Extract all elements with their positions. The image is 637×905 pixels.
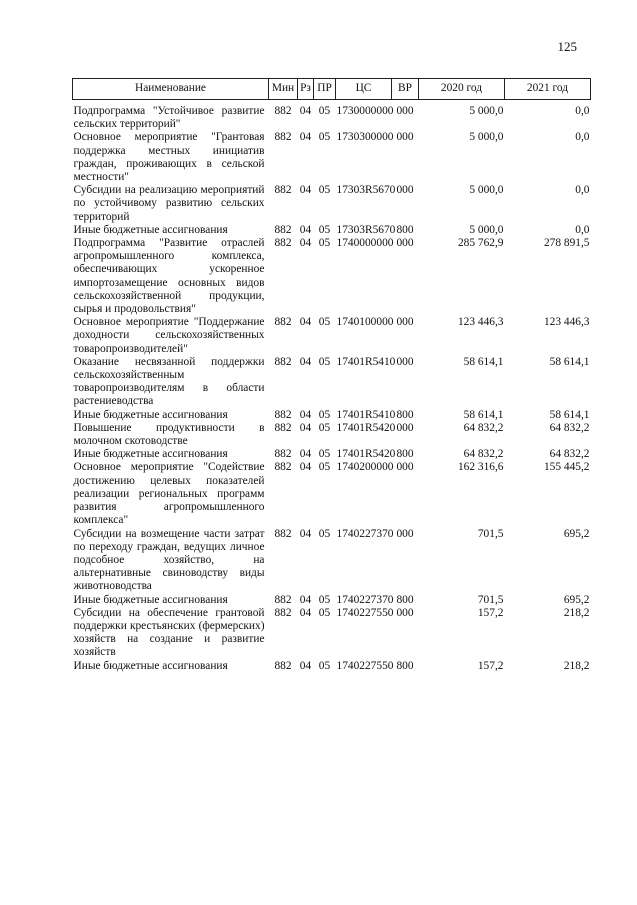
header-pr: ПР xyxy=(314,79,336,100)
row-min: 882 xyxy=(274,316,292,329)
header-vr: ВР xyxy=(392,79,419,100)
row-2020: 64 832,2 xyxy=(463,421,504,434)
row-name: Подпрограмма "Развитие отраслей агропромышленного комплекса, обеспечивающих ускоренное импортозамещение основных видов сельскохозяйственной продукции, сырья и продовольствия" xyxy=(73,237,265,316)
row-2021: 58 614,1 xyxy=(549,408,590,421)
table-row xyxy=(73,184,591,224)
row-vr: 000 xyxy=(396,105,414,117)
row-rz: 04 xyxy=(299,606,312,619)
row-2020: 5 000,0 xyxy=(469,184,504,197)
row-min: 882 xyxy=(274,421,292,434)
row-name: Иные бюджетные ассигнования xyxy=(73,223,228,236)
row-name: Субсидии на реализацию мероприятий по устойчивому развитию сельских территорий xyxy=(73,184,265,223)
row-min: 882 xyxy=(274,659,292,672)
table-body xyxy=(73,100,591,673)
table-row xyxy=(73,224,591,237)
table-row xyxy=(73,409,591,422)
row-min: 882 xyxy=(274,105,292,117)
row-rz: 04 xyxy=(299,448,312,461)
row-pr: 05 xyxy=(318,184,331,197)
row-vr: 000 xyxy=(396,606,414,619)
row-min: 882 xyxy=(274,131,292,144)
row-pr: 05 xyxy=(318,223,331,236)
row-name: Иные бюджетные ассигнования xyxy=(73,448,228,461)
row-vr: 000 xyxy=(396,131,414,144)
row-2021: 58 614,1 xyxy=(549,355,590,368)
row-name: Иные бюджетные ассигнования xyxy=(73,408,228,421)
row-2021: 64 832,2 xyxy=(549,448,590,461)
row-2021: 123 446,3 xyxy=(543,316,590,329)
table-row xyxy=(73,100,591,132)
row-rz: 04 xyxy=(299,237,312,250)
row-2020: 701,5 xyxy=(477,593,504,606)
row-cs: 17401R5420 xyxy=(336,448,396,461)
row-name: Оказание несвязанной поддержки сельскохозяйственным товаропроизводителям в области растениеводства xyxy=(73,355,265,408)
row-2020: 5 000,0 xyxy=(469,223,504,236)
row-2020: 58 614,1 xyxy=(463,355,504,368)
row-cs: 1730000000 xyxy=(336,105,394,117)
row-vr: 000 xyxy=(396,421,414,434)
row-cs: 17401R5420 xyxy=(336,421,396,434)
row-2021: 0,0 xyxy=(575,184,590,197)
row-pr: 05 xyxy=(318,408,331,421)
row-min: 882 xyxy=(274,606,292,619)
table-row xyxy=(73,356,591,409)
table-header-row xyxy=(73,79,591,100)
row-rz: 04 xyxy=(299,461,312,474)
row-min: 882 xyxy=(274,355,292,368)
row-min: 882 xyxy=(274,461,292,474)
row-pr: 05 xyxy=(318,421,331,434)
row-rz: 04 xyxy=(299,527,312,540)
row-cs: 1740227370 xyxy=(336,527,394,540)
row-rz: 04 xyxy=(299,593,312,606)
table-row xyxy=(73,528,591,594)
row-min: 882 xyxy=(274,223,292,236)
row-name: Повышение продуктивности в молочном скотоводстве xyxy=(73,421,265,448)
row-2020: 701,5 xyxy=(477,527,504,540)
row-rz: 04 xyxy=(299,355,312,368)
header-cs: ЦС xyxy=(336,79,392,100)
budget-table xyxy=(72,78,591,673)
row-rz: 04 xyxy=(299,408,312,421)
row-min: 882 xyxy=(274,527,292,540)
row-rz: 04 xyxy=(299,421,312,434)
row-pr: 05 xyxy=(318,448,331,461)
row-cs: 1740100000 xyxy=(336,316,394,329)
row-vr: 000 xyxy=(396,237,414,250)
row-vr: 800 xyxy=(396,408,414,421)
header-rz: Рз xyxy=(298,79,314,100)
row-rz: 04 xyxy=(299,105,312,117)
row-pr: 05 xyxy=(318,461,331,474)
row-2021: 64 832,2 xyxy=(549,421,590,434)
row-name: Субсидии на обеспечение грантовой поддержки крестьянских (фермерских) хозяйств на создание и развитие хозяйств xyxy=(73,606,265,659)
row-min: 882 xyxy=(274,237,292,250)
header-min: Мин xyxy=(269,79,298,100)
row-vr: 000 xyxy=(396,527,414,540)
row-2021: 218,2 xyxy=(563,659,590,672)
table-row xyxy=(73,422,591,448)
row-min: 882 xyxy=(274,448,292,461)
row-name: Иные бюджетные ассигнования xyxy=(73,593,228,606)
row-name: Подпрограмма "Устойчивое развитие сельских территорий" xyxy=(73,105,265,131)
row-vr: 800 xyxy=(396,448,414,461)
row-cs: 1740227370 xyxy=(336,593,394,606)
row-2020: 123 446,3 xyxy=(457,316,504,329)
row-min: 882 xyxy=(274,593,292,606)
table-row xyxy=(73,607,591,660)
row-2020: 5 000,0 xyxy=(469,131,504,144)
row-cs: 1740000000 xyxy=(336,237,394,250)
row-2020: 285 762,9 xyxy=(457,237,504,250)
row-min: 882 xyxy=(274,184,292,197)
row-name: Основное мероприятие "Содействие достижению целевых показателей реализации региональных программ развития агропромышленного комплекса" xyxy=(73,461,265,527)
table-row xyxy=(73,594,591,607)
row-rz: 04 xyxy=(299,659,312,672)
row-min: 882 xyxy=(274,408,292,421)
row-2021: 0,0 xyxy=(575,105,590,117)
row-name: Основное мероприятие "Грантовая поддержка местных инициатив граждан, проживающих в сельской местности" xyxy=(73,131,265,184)
row-pr: 05 xyxy=(318,355,331,368)
table-row xyxy=(73,131,591,184)
row-2021: 0,0 xyxy=(575,131,590,144)
row-2021: 695,2 xyxy=(563,527,590,540)
row-vr: 000 xyxy=(396,316,414,329)
row-name: Субсидии на возмещение части затрат по переходу граждан, ведущих личное подсобное хозяйство, на альтернативные свиноводству виды животноводства xyxy=(73,527,265,593)
row-vr: 000 xyxy=(396,184,414,197)
row-cs: 1740227550 xyxy=(336,659,394,672)
row-pr: 05 xyxy=(318,606,331,619)
row-vr: 800 xyxy=(396,593,414,606)
row-2021: 695,2 xyxy=(563,593,590,606)
row-vr: 000 xyxy=(396,355,414,368)
row-2021: 155 445,2 xyxy=(543,461,590,474)
row-pr: 05 xyxy=(318,237,331,250)
page-number: 125 xyxy=(557,39,577,54)
row-rz: 04 xyxy=(299,131,312,144)
row-cs: 17303R5670 xyxy=(336,184,396,197)
header-2021: 2021 год xyxy=(505,79,591,100)
row-vr: 000 xyxy=(396,461,414,474)
row-cs: 17401R5410 xyxy=(336,355,396,368)
row-cs: 1740200000 xyxy=(336,461,394,474)
row-cs: 17303R5670 xyxy=(336,223,396,236)
table-row xyxy=(73,448,591,461)
row-2020: 162 316,6 xyxy=(457,461,504,474)
header-2020: 2020 год xyxy=(419,79,505,100)
row-2020: 157,2 xyxy=(477,606,504,619)
row-pr: 05 xyxy=(318,593,331,606)
row-2021: 0,0 xyxy=(575,223,590,236)
row-2020: 5 000,0 xyxy=(469,105,504,117)
row-pr: 05 xyxy=(318,105,331,117)
row-rz: 04 xyxy=(299,316,312,329)
row-pr: 05 xyxy=(318,131,331,144)
row-cs: 17401R5410 xyxy=(336,408,396,421)
row-name: Иные бюджетные ассигнования xyxy=(73,659,228,672)
row-pr: 05 xyxy=(318,659,331,672)
row-rz: 04 xyxy=(299,184,312,197)
row-2020: 58 614,1 xyxy=(463,408,504,421)
row-pr: 05 xyxy=(318,316,331,329)
row-2020: 157,2 xyxy=(477,659,504,672)
row-2021: 218,2 xyxy=(563,606,590,619)
table-row xyxy=(73,237,591,316)
table-row xyxy=(73,316,591,356)
table-row xyxy=(73,461,591,527)
table-row xyxy=(73,660,591,673)
row-2020: 64 832,2 xyxy=(463,448,504,461)
row-cs: 1730300000 xyxy=(336,131,394,144)
row-vr: 800 xyxy=(396,223,414,236)
header-name: Наименование xyxy=(73,79,269,100)
row-name: Основное мероприятие "Поддержание доходности сельскохозяйственных товаропроизводителей" xyxy=(73,316,265,355)
row-pr: 05 xyxy=(318,527,331,540)
row-cs: 1740227550 xyxy=(336,606,394,619)
row-vr: 800 xyxy=(396,659,414,672)
row-2021: 278 891,5 xyxy=(543,237,590,250)
row-rz: 04 xyxy=(299,223,312,236)
